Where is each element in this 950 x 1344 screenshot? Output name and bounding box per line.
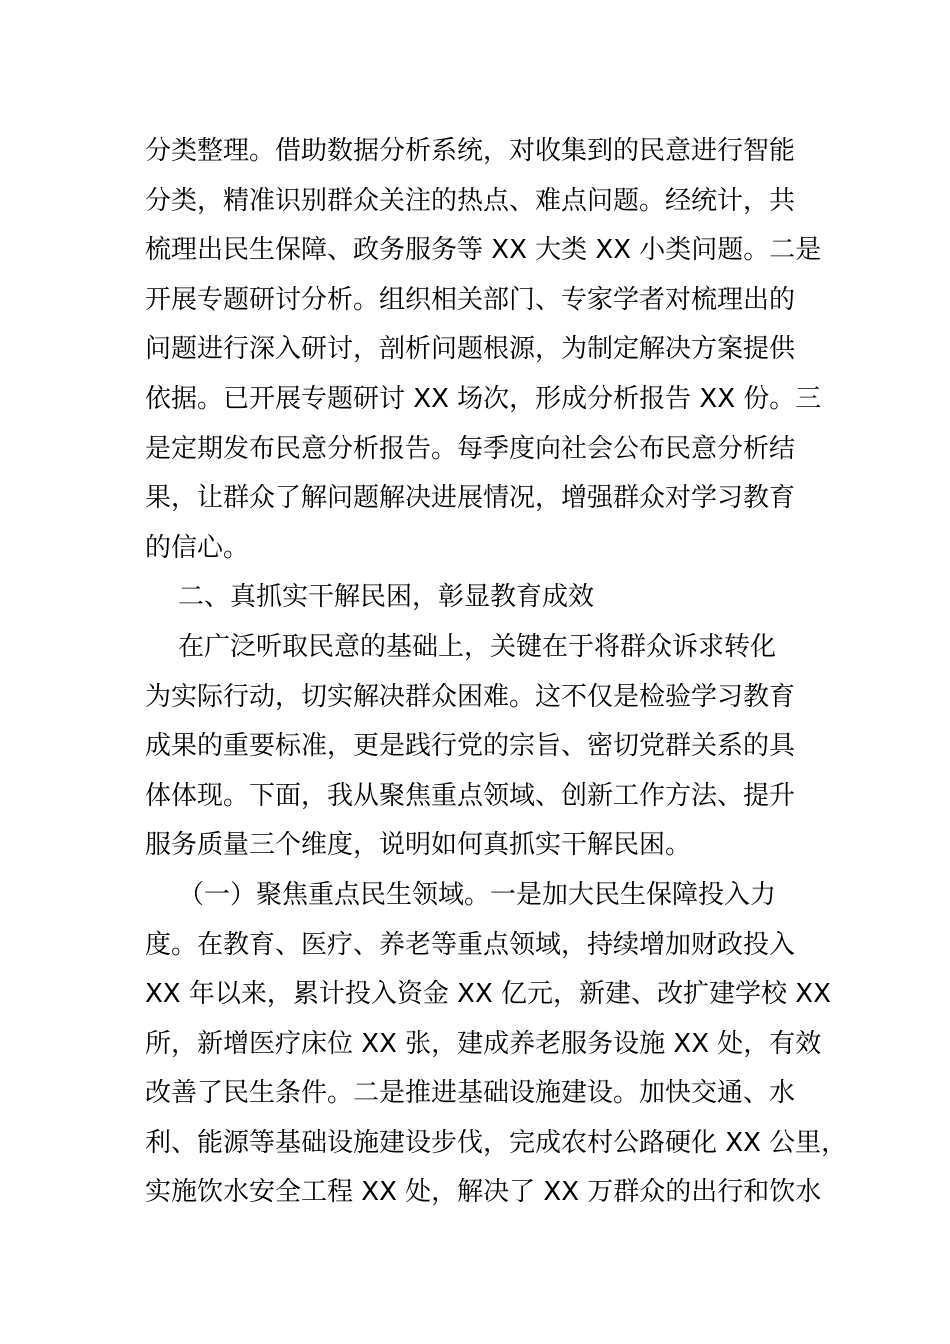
- section-heading: 二、真抓实干解民困，彰显教育成效: [145, 582, 595, 613]
- body-line: 度。在教育、医疗、养老等重点领域，持续增加财政投入: [145, 929, 796, 960]
- body-line: 在广泛听取民意的基础上，关键在于将群众诉求转化: [145, 631, 777, 662]
- body-line: 实施饮水安全工程 XX 处，解决了 XX 万群众的出行和饮水: [145, 1177, 822, 1208]
- body-line: 果，让群众了解问题解决进展情况，增强群众对学习教育: [145, 483, 796, 514]
- body-line: 分类整理。借助数据分析系统，对收集到的民意进行智能: [145, 136, 796, 166]
- body-line: 改善了民生条件。二是推进基础设施建设。加快交通、水: [145, 1078, 796, 1109]
- body-line: 服务质量三个维度，说明如何真抓实干解民困。: [145, 830, 692, 861]
- body-line: 梳理出民生保障、政务服务等 XX 大类 XX 小类问题。二是: [145, 235, 822, 266]
- body-line: 依据。已开展专题研讨 XX 场次，形成分析报告 XX 份。三: [145, 383, 822, 414]
- body-line: 的信心。: [145, 532, 250, 563]
- body-line: 成果的重要标准，更是践行党的宗旨、密切党群关系的具: [145, 731, 796, 762]
- body-line: 问题进行深入研讨，剖析问题根源，为制定解决方案提供: [145, 334, 796, 365]
- body-line: XX 年以来，累计投入资金 XX 亿元，新建、改扩建学校 XX: [145, 979, 831, 1010]
- body-line: 为实际行动，切实解决群众困难。这不仅是检验学习教育: [145, 681, 796, 712]
- body-line: 利、能源等基础设施建设步伐，完成农村公路硬化 XX 公里，: [145, 1127, 848, 1158]
- body-line: 开展专题研讨分析。组织相关部门、专家学者对梳理出的: [145, 284, 796, 315]
- body-line: 是定期发布民意分析报告。每季度向社会公布民意分析结: [145, 433, 796, 464]
- body-line: 所，新增医疗床位 XX 张，建成养老服务设施 XX 处，有效: [145, 1028, 822, 1059]
- document-body: [145, 127, 848, 1218]
- body-line: 体体现。下面，我从聚焦重点领域、创新工作方法、提升: [145, 780, 796, 811]
- body-line: 分类，精准识别群众关注的热点、难点问题。经统计，共: [145, 185, 796, 216]
- subsection-line: （一）聚焦重点民生领域。一是加大民生保障投入力: [145, 879, 777, 910]
